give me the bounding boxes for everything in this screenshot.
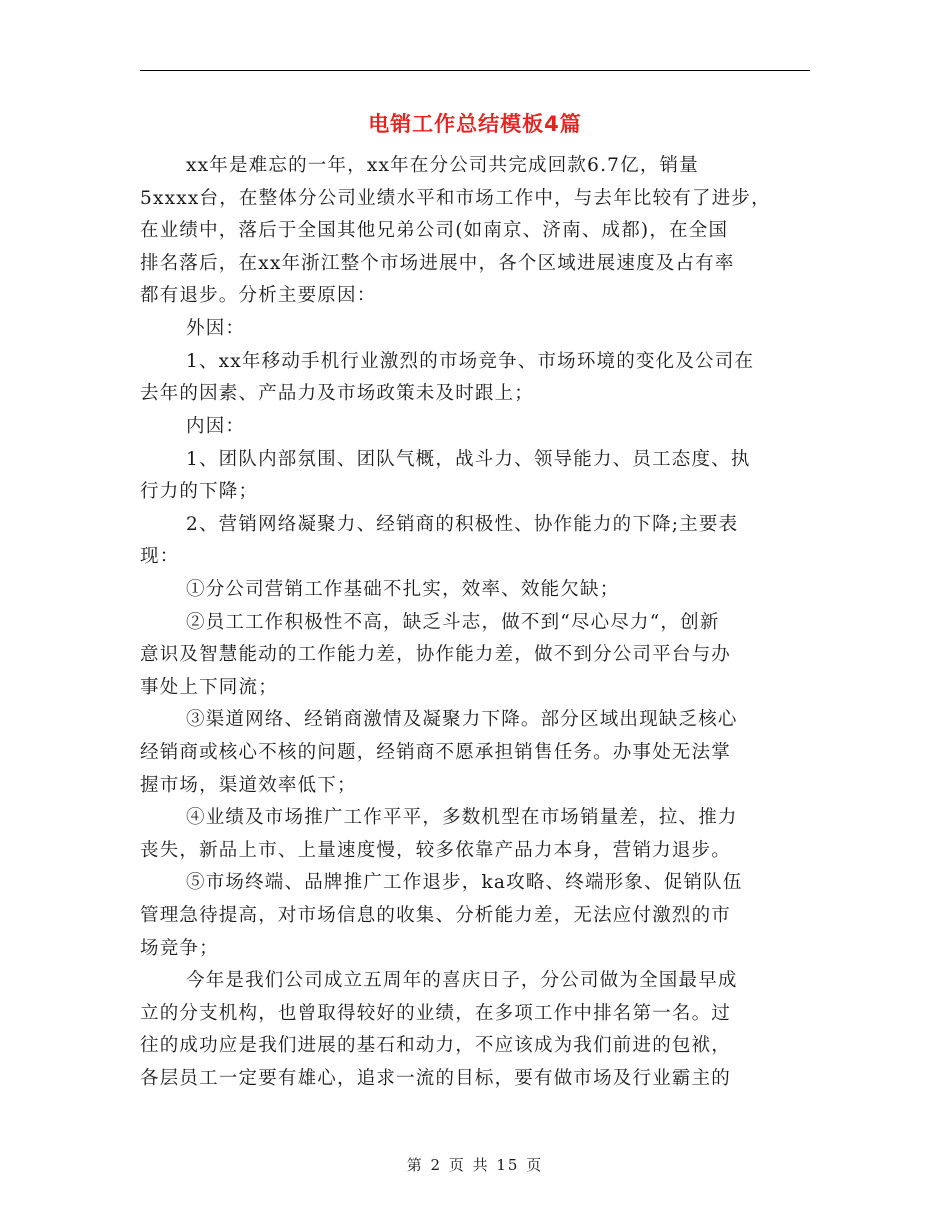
body-line: 立的分支机构，也曾取得较好的业绩，在多项工作中排名第一名。过 xyxy=(140,1003,732,1024)
body-line: 都有退步。分析主要原因： xyxy=(140,285,377,306)
body-line: 丧失，新品上市、上量速度慢，较多依靠产品力本身，营销力退步。 xyxy=(140,840,732,861)
document-title: 电销工作总结模板4篇 xyxy=(368,112,582,136)
body-line: 事处上下同流； xyxy=(140,677,278,698)
body-line: 1、xx年移动手机行业激烈的市场竞争、市场环境的变化及公司在 xyxy=(186,351,755,372)
body-line: 外因： xyxy=(186,318,246,339)
body-line: ②员工工作积极性不高，缺乏斗志，做不到“尽心尽力“，创新 xyxy=(186,612,720,633)
body-line: ⑤市场终端、品牌推广工作退步，ka攻略、终端形象、促销队伍 xyxy=(186,872,743,893)
body-line: 在业绩中，落后于全国其他兄弟公司(如南京、济南、成都)，在全国 xyxy=(140,220,729,241)
body-line: 经销商或核心不核的问题，经销商不愿承担销售任务。办事处无法掌 xyxy=(140,742,732,763)
body-line: 排名落后，在xx年浙江整个市场进展中，各个区域进展速度及占有率 xyxy=(140,253,735,274)
body-line: ③渠道网络、经销商激情及凝聚力下降。部分区域出现缺乏核心 xyxy=(186,709,738,730)
body-line: 握市场，渠道效率低下； xyxy=(140,775,357,796)
body-line: 各层员工一定要有雄心，追求一流的目标，要有做市场及行业霸主的 xyxy=(140,1068,732,1089)
page-number-footer: 第 2 页 共 15 页 xyxy=(406,1156,544,1174)
body-line: 今年是我们公司成立五周年的喜庆日子，分公司做为全国最早成 xyxy=(186,970,738,991)
header-rule xyxy=(140,70,810,71)
body-line: 意识及智慧能动的工作能力差，协作能力差，做不到分公司平台与办 xyxy=(140,644,732,665)
body-line: 去年的因素、产品力及市场政策未及时跟上； xyxy=(140,383,535,404)
body-line: 场竞争； xyxy=(140,938,219,959)
body-line: 行力的下降； xyxy=(140,481,259,502)
body-line: xx年是难忘的一年，xx年在分公司共完成回款6.7亿，销量 xyxy=(186,155,699,176)
body-line: 5xxxx台，在整体分公司业绩水平和市场工作中，与去年比较有了进步， xyxy=(140,188,771,209)
body-line: 内因： xyxy=(186,416,246,437)
body-line: ①分公司营销工作基础不扎实，效率、效能欠缺； xyxy=(186,579,620,600)
body-line: 1、团队内部氛围、团队气概，战斗力、领导能力、员工态度、执 xyxy=(186,449,751,470)
body-line: 现： xyxy=(140,546,180,567)
body-line: 管理急待提高，对市场信息的收集、分析能力差，无法应付激烈的市 xyxy=(140,905,732,926)
body-line: 往的成功应是我们进展的基石和动力，不应该成为我们前进的包袱， xyxy=(140,1035,732,1056)
body-line: ④业绩及市场推广工作平平，多数机型在市场销量差，拉、推力 xyxy=(186,807,738,828)
body-line: 2、营销网络凝聚力、经销商的积极性、协作能力的下降;主要表 xyxy=(186,514,739,535)
